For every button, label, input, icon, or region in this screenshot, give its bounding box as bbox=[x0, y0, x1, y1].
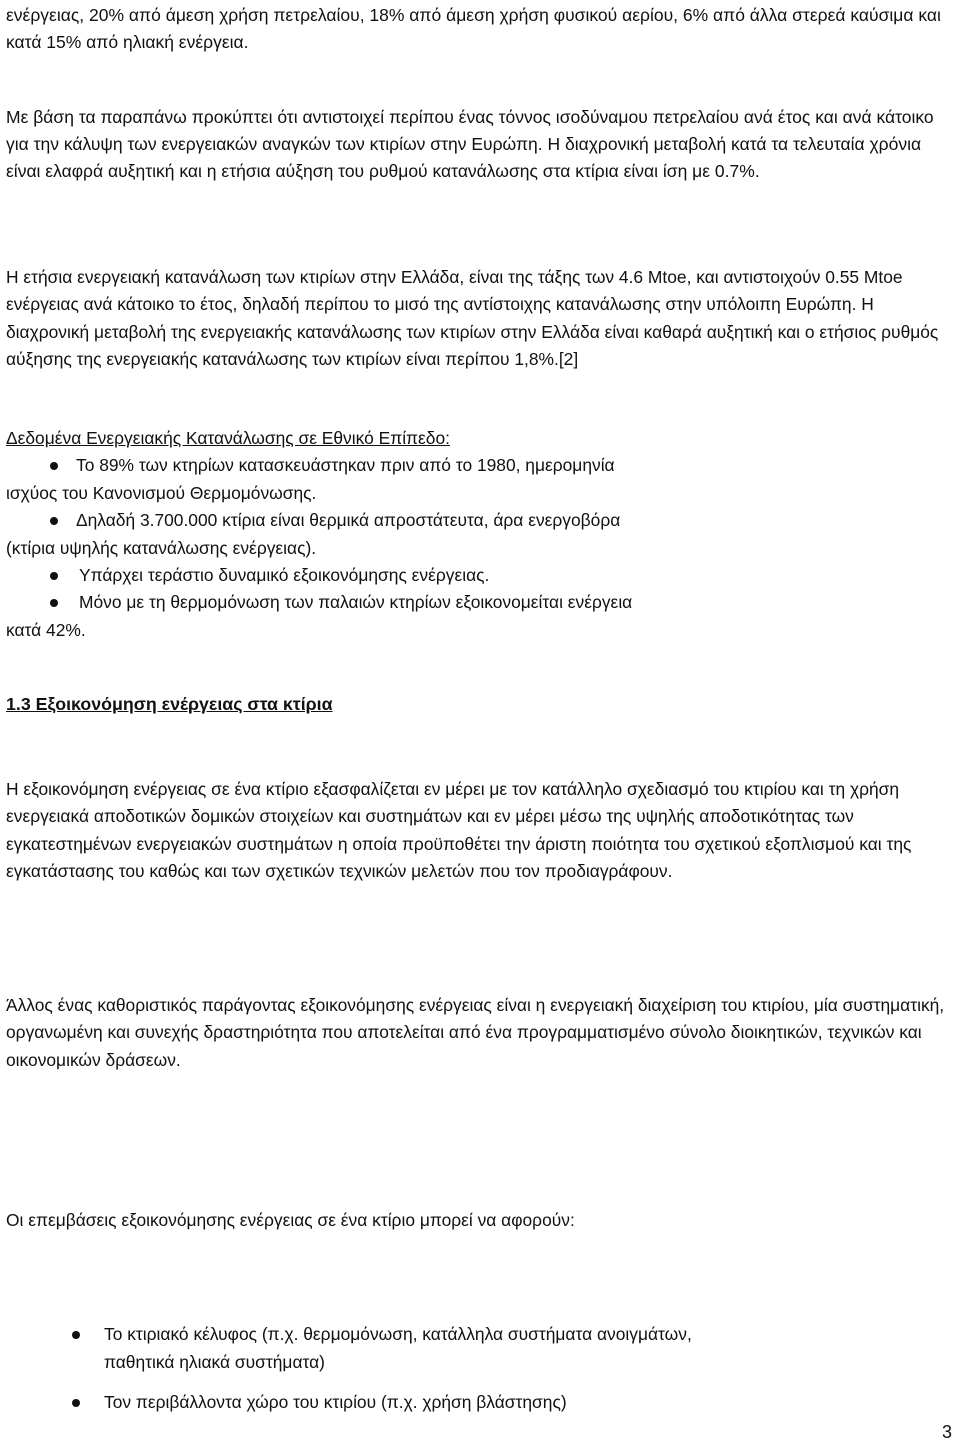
bullet-icon bbox=[72, 1331, 80, 1339]
list-item bbox=[6, 562, 906, 590]
savings-paragraph: Η εξοικονόμηση ενέργειας σε ένα κτίριο εξασφαλίζεται εν μέρει με τον κατάλληλο σχεδιασμό του κτιρίου και τη χρήση ενεργειακά αποδοτικών δομικών στοιχείων και συστημάτων και εν μέρει μέσω της υψηλής αποδοτικότητας των εγκατεστημένων ενεργειακών συστημάτων η οποία προϋποθέτει την άριστη ποιότητα του σχετικού εξοπλισμού και της εγκατάστασης του καθώς και των σχετικών τεχνικών μελετών που τον προδιαγράφουν. bbox=[6, 779, 912, 881]
bullet-icon bbox=[72, 1399, 80, 1407]
list-item bbox=[6, 507, 906, 562]
list-item-line: Τον περιβάλλοντα χώρο του κτιρίου (π.χ. χρήση βλάστησης) bbox=[104, 1392, 567, 1412]
list-item-line: Το 89% των κτηρίων κατασκευάστηκαν πριν από το 1980, ημερομηνία bbox=[76, 455, 615, 475]
list-item-line: (κτίρια υψηλής κατανάλωσης ενέργειας). bbox=[6, 537, 317, 558]
list-item bbox=[104, 1321, 944, 1376]
list-item-line: κατά 42%. bbox=[6, 619, 86, 640]
list-item bbox=[6, 589, 906, 644]
europe-consumption-paragraph: Με βάση τα παραπάνω προκύπτει ότι αντιστοιχεί περίπου ένας τόννος ισοδύναμου πετρελαίου ανά έτος και ανά κάτοικο για την κάλυψη των ενεργειακών αναγκών των κτιρίων στην Ευρώπη. Η διαχρονική μεταβολή κατά τα τελευταία χρόνια είναι ελαφρά αυξητική και η ετήσια αύξηση του ρυθμού κατανάλωσης στα κτίρια είναι ίση με 0.7%. bbox=[6, 107, 934, 181]
list-item-line: παθητικά ηλιακά συστήματα) bbox=[104, 1351, 325, 1372]
list-item bbox=[6, 452, 906, 507]
energy-management-paragraph: Άλλος ένας καθοριστικός παράγοντας εξοικονόμησης ενέργειας είναι η ενεργειακή διαχείριση του κτιρίου, μία συστηματική, οργανωμένη και συνεχής δραστηριότητα που αποτελείται από ένα προγραμματισμένο σύνολο διοικητικών, τεχνικών και οικονομικών δράσεων. bbox=[6, 995, 945, 1070]
page-number: 3 bbox=[941, 1422, 952, 1442]
list-item bbox=[104, 1389, 944, 1417]
list-item-line: Μόνο με τη θερμομόνωση των παλαιών κτηρίων εξοικονομείται ενέργεια bbox=[79, 592, 633, 612]
interventions-intro-paragraph: Οι επεμβάσεις εξοικονόμησης ενέργειας σε ένα κτίριο μπορεί να αφορούν: bbox=[6, 1210, 575, 1230]
section-heading-1-3: 1.3 Εξοικονόμηση ενέργειας στα κτίρια bbox=[6, 694, 333, 714]
greece-consumption-paragraph: Η ετήσια ενεργειακή κατανάλωση των κτιρίων στην Ελλάδα, είναι της τάξης των 4.6 Mtoe, και αντιστοιχούν 0.55 Mtoe ενέργειας ανά κάτοικο το έτος, δηλαδή περίπου το μισό της αντίστοιχης κατανάλωσης στην υπόλοιπη Ευρώπη. Η διαχρονική μεταβολή της ενεργειακής κατανάλωσης των κτιρίων στην Ελλάδα είναι καθαρά αυξητική και ο ετήσιος ρυθμός αύξησης της ενεργειακής κατανάλωσης των κτιρίων είναι περίπου 1,8%.[2] bbox=[6, 267, 939, 369]
intro-paragraph-tail: ενέργειας, 20% από άμεση χρήση πετρελαίου, 18% από άμεση χρήση φυσικού αερίου, 6% από άλλα στερεά καύσιμα και κατά 15% από ηλιακή ενέργεια. bbox=[6, 5, 941, 52]
list-item-line: Υπάρχει τεράστιο δυναμικό εξοικονόμησης ενέργειας. bbox=[79, 565, 490, 585]
list-item-line: Το κτιριακό κέλυφος (π.χ. θερμομόνωση, κατάλληλα συστήματα ανοιγμάτων, bbox=[104, 1324, 692, 1344]
list-item-line: ισχύος του Κανονισμού Θερμομόνωσης. bbox=[6, 482, 317, 503]
list-item-line: Δηλαδή 3.700.000 κτίρια είναι θερμικά απροστάτευτα, άρα ενεργοβόρα bbox=[76, 510, 621, 530]
national-data-heading: Δεδομένα Ενεργειακής Κατανάλωσης σε Εθνικό Επίπεδο: bbox=[6, 428, 450, 448]
